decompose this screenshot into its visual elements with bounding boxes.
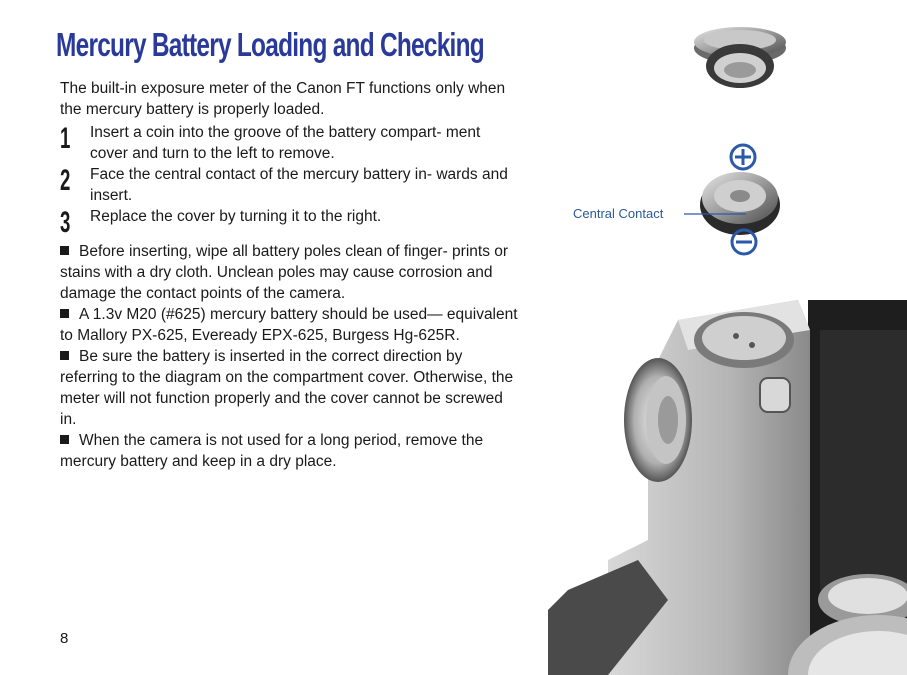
camera-battery-photo (548, 0, 907, 675)
battery-cover-image (694, 27, 786, 88)
mercury-battery-image (700, 172, 780, 235)
step-number: 1 (60, 122, 71, 155)
note-item: Before inserting, wipe all battery poles clean of finger- prints or stains with a dry cloth. Unclean poles may cause corrosion and damage the contact points of the camera. (60, 243, 509, 302)
bullet-icon (60, 246, 69, 255)
intro-paragraph: The built-in exposure meter of the Canon FT functions only when the mercury battery is properly loaded. (60, 80, 506, 118)
bullet-icon (60, 435, 69, 444)
plus-terminal-icon (731, 145, 755, 169)
page-number: 8 (60, 630, 69, 647)
step-number: 2 (60, 164, 71, 197)
note-item: When the camera is not used for a long period, remove the mercury battery and keep in a dry place. (60, 432, 484, 470)
step-number: 3 (60, 206, 71, 239)
page-title: Mercury Battery Loading and Checking (56, 26, 484, 63)
step-1 (60, 122, 520, 164)
note-item: A 1.3v M20 (#625) mercury battery should be used— equivalent to Mallory PX-625, Eveready EPX-625, Burgess Hg-625R. (60, 306, 518, 344)
central-contact-label: Central Contact (573, 206, 664, 221)
note-item: Be sure the battery is inserted in the correct direction by referring to the diagram on the compartment cover. Otherwise, the meter will not function properly and the cover cannot be screwed in. (60, 348, 514, 428)
step-text: Face the central contact of the mercury battery in- wards and insert. (90, 166, 508, 204)
camera-body-image (548, 300, 907, 675)
step-text: Insert a coin into the groove of the battery compart- ment cover and turn to the left to remove. (90, 124, 481, 162)
step-text: Replace the cover by turning it to the right. (90, 208, 382, 225)
bullet-icon (60, 309, 69, 318)
step-3 (60, 206, 520, 239)
bullet-icon (60, 351, 69, 360)
notes-list (60, 241, 520, 472)
step-2 (60, 164, 520, 206)
